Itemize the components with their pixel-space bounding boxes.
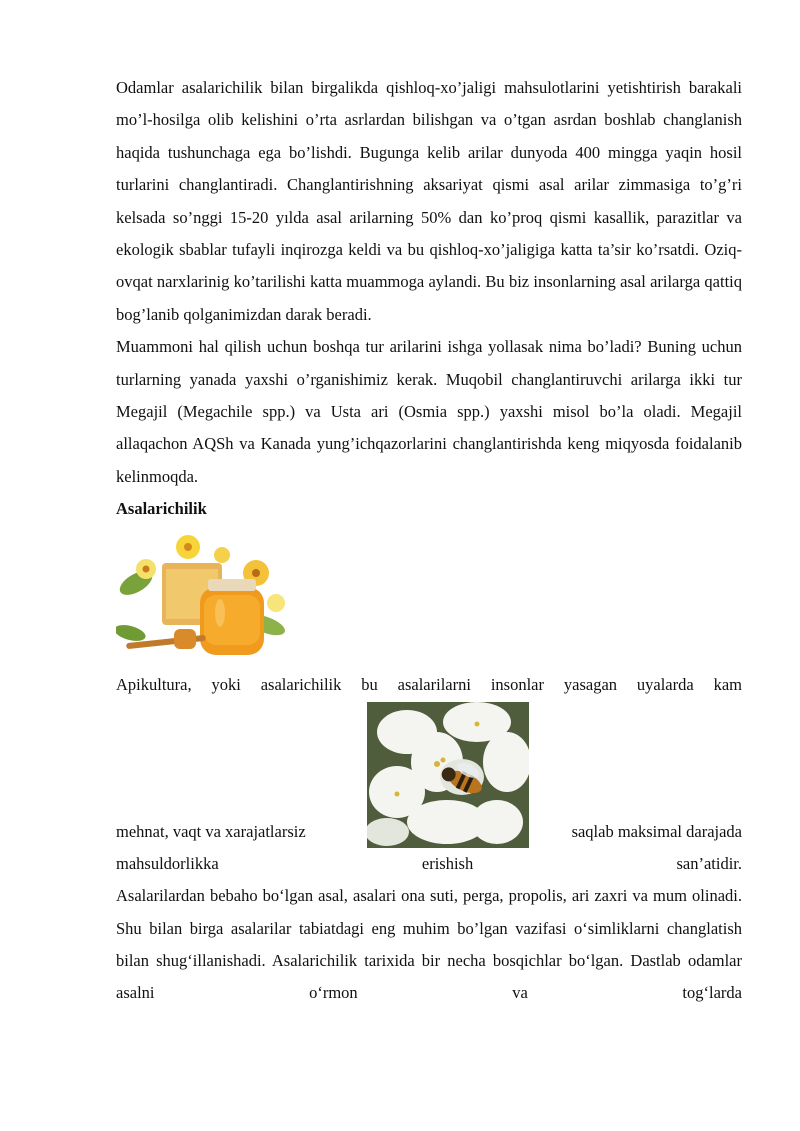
paragraph-apikultura-line3 xyxy=(116,848,742,880)
bee-on-white-flowers-image xyxy=(367,702,529,848)
section-heading: Asalarichilik xyxy=(116,499,207,519)
word-sanatidir: san’atidir. xyxy=(676,853,742,873)
document-page xyxy=(116,72,742,1010)
apikultura-left-text: mehnat, vaqt va xarajatlarsiz xyxy=(116,821,306,841)
paragraph-products: Asalarilardan bebaho bo‘lgan asal, asalari ona suti, perga, propolis, ari zaxri va mum olinadi. Shu bilan birga asalarilar tabiatdagi eng muhim bo’lgan vazifasi o‘simliklarni changlatish bilan shug‘illanishadi. Asalarichilik tarixida bir necha bosqichlar bo‘lgan. Dastlab odamlar asalni o‘rmon va tog‘larda xyxy=(116,886,742,1003)
paragraph-intro: Odamlar asalarichilik bilan birgalikda qishloq-xo’jaligi mahsulotlarini yetishtirish barakali mo’l-hosilga olib kelishini o’rta asrlardan bilishgan va o’tgan asrdan boshlab changlanish haqida tushunchaga ega bo’lishdi. Bugunga kelib arilar dunyoda 400 mingga yaqin hosil turlarini changlantiradi. Changlantirishning aksariyat qismi asal arilar zimmasiga to’g’ri kelsada so’nggi 15-20 yılda asal arilarning 50% dan ko’proq qismi kasallik, parazitlar va ekologik sbablar tufayli inqirozga keldi va bu qishloq-xo’jaligiga katta ta’sir ko’rsatdi. Oziq-ovqat narxlarinig ko’tarilishi katta muammoga aylandi. Bu biz insonlarning asal arilarga qattiq bog’lanib qolganimizdan darak beradi. xyxy=(116,78,742,324)
apikultura-right-text: saqlab maksimal darajada xyxy=(571,821,742,841)
paragraph-apikultura-line1: Apikultura, yoki asalarichilik bu asalarilarni insonlar yasagan uyalarda kam xyxy=(116,675,742,695)
paragraph-problem: Muammoni hal qilish uchun boshqa tur arilarini ishga yollasak nima bo’ladi? Buning uchun turlarning yanada yaxshi o’rganishimiz kerak. Muqobil changlantiruvchi arilarga ikki tur Megajil (Megachile spp.) va Usta ari (Osmia spp.) yaxshi misol bo’la oladi. Megajil allaqachon AQSh va Kanada yung’ichqazorlarini changlantirishda keng miqyosda foidalanib kelinmoqda. xyxy=(116,337,742,486)
bee-image-row xyxy=(116,702,742,848)
word-mahsuldorlikka: mahsuldorlikka xyxy=(116,853,219,873)
honey-jars-flowers-image xyxy=(116,533,288,663)
word-erishish: erishish xyxy=(421,853,474,873)
